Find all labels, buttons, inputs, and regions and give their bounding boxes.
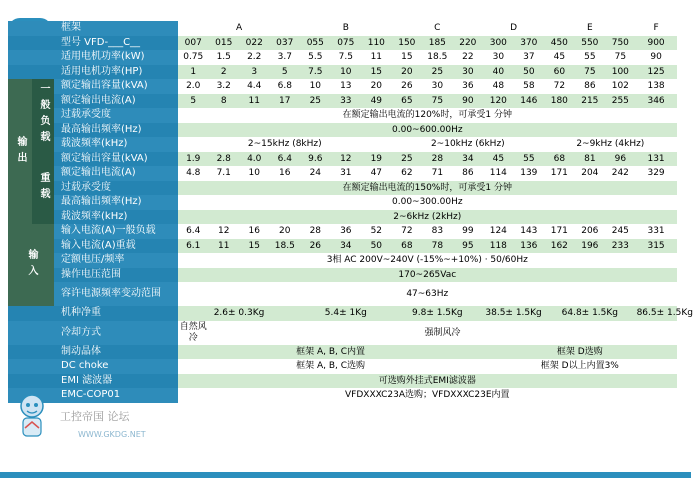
spec-cell: 6.4 [178, 224, 209, 239]
row-label: 额定输出容量(kVA) [54, 79, 178, 94]
spec-cell: 95 [453, 239, 484, 254]
spec-cell: 15 [239, 239, 270, 254]
spec-row [8, 166, 677, 181]
spec-cell: 65 [392, 94, 423, 109]
spec-cell: 120 [483, 94, 514, 109]
row-group-label: 重载 [32, 152, 54, 225]
row-group-label: 输出 [8, 79, 32, 224]
spec-cell: 3相 AC 200V~240V (-15%~+10%) · 50/60Hz [178, 253, 677, 268]
row-label: 制动晶体 [54, 345, 178, 360]
spec-row [8, 36, 677, 51]
spec-cell: 450 [544, 36, 575, 51]
spec-cell: 50 [514, 65, 545, 80]
row-label: 额定输出容量(kVA) [54, 152, 178, 167]
spec-cell: 138 [636, 79, 677, 94]
spec-row [8, 210, 677, 225]
spec-cell: 10 [239, 166, 270, 181]
spec-cell: 15 [392, 50, 423, 65]
spec-cell: 16 [239, 224, 270, 239]
spec-cell: 146 [514, 94, 545, 109]
spec-cell: 075 [331, 36, 362, 51]
spec-cell: 1 [178, 65, 209, 80]
row-label: 容许电源频率变动范围 [54, 282, 178, 306]
spec-cell: 64.8± 1.5Kg [544, 306, 636, 321]
spec-cell: 2.8 [209, 152, 240, 167]
row-label: 过载承受度 [54, 108, 178, 123]
spec-cell: 331 [636, 224, 677, 239]
spec-row [8, 282, 677, 306]
spec-cell: 7.5 [300, 65, 331, 80]
spec-row [8, 239, 677, 254]
spec-cell: 185 [422, 36, 453, 51]
spec-cell: 框架 D选购 [483, 345, 677, 360]
row-label: 机种净重 [54, 306, 178, 321]
row-label: 冷却方式 [54, 321, 178, 345]
spec-row [8, 123, 677, 138]
spec-cell: 110 [361, 36, 392, 51]
spec-cell: 强制风冷 [209, 321, 677, 345]
spec-cell: 139 [514, 166, 545, 181]
spec-cell: 20 [361, 79, 392, 94]
spec-cell: 124 [483, 224, 514, 239]
row-group-blank [8, 359, 54, 374]
spec-cell: 在额定输出电流的120%时，可承受1 分钟 [178, 108, 677, 123]
spec-cell: 17 [270, 94, 301, 109]
row-label: 适用电机功率(HP) [54, 65, 178, 80]
spec-cell: 4.8 [178, 166, 209, 181]
spec-cell: 34 [331, 239, 362, 254]
spec-cell: 196 [575, 239, 606, 254]
spec-cell: 037 [270, 36, 301, 51]
spec-cell: 233 [605, 239, 636, 254]
spec-cell: 2 [209, 65, 240, 80]
spec-cell: 50 [361, 239, 392, 254]
spec-cell: 370 [514, 36, 545, 51]
spec-cell: 28 [300, 224, 331, 239]
spec-cell: 3.2 [209, 79, 240, 94]
spec-cell: B [300, 21, 392, 36]
spec-cell: 30 [422, 79, 453, 94]
watermark-text: 工控帝国 论坛 [60, 410, 130, 423]
spec-cell: 26 [392, 79, 423, 94]
spec-cell: 125 [636, 65, 677, 80]
spec-cell: 可选购外挂式EMI滤波器 [178, 374, 677, 389]
spec-cell: 36 [453, 79, 484, 94]
spec-row [8, 306, 677, 321]
spec-cell: C [392, 21, 484, 36]
spec-cell: 47~63Hz [178, 282, 677, 306]
row-group-blank [8, 345, 54, 360]
spec-cell: 34 [453, 152, 484, 167]
spec-cell: 20 [270, 224, 301, 239]
watermark-url: WWW.GKDG.NET [78, 430, 146, 439]
spec-row [8, 79, 677, 94]
spec-cell: 022 [239, 36, 270, 51]
bottom-bar [0, 472, 691, 478]
spec-row [8, 268, 677, 283]
spec-cell: 11 [239, 94, 270, 109]
spec-cell: 255 [605, 94, 636, 109]
spec-cell: 52 [361, 224, 392, 239]
row-group-blank [8, 50, 54, 65]
row-label: 输入电流(A)重载 [54, 239, 178, 254]
spec-cell: 5 [270, 65, 301, 80]
spec-cell: 118 [483, 239, 514, 254]
spec-cell: 162 [544, 239, 575, 254]
spec-cell: 242 [605, 166, 636, 181]
spec-cell: 346 [636, 94, 677, 109]
spec-cell: 180 [544, 94, 575, 109]
spec-cell: 49 [361, 94, 392, 109]
spec-cell: 2~6kHz (2kHz) [178, 210, 677, 225]
spec-cell: 自然风冷 [179, 321, 207, 343]
spec-cell: 131 [636, 152, 677, 167]
spec-cell: 2~15kHz (8kHz) [178, 137, 392, 152]
spec-cell: 6.8 [270, 79, 301, 94]
spec-cell: 83 [422, 224, 453, 239]
spec-cell: 在额定输出电流的150%时，可承受1 分钟 [178, 181, 677, 196]
spec-cell: 75 [422, 94, 453, 109]
spec-row [8, 21, 677, 36]
row-label: 额定输出电流(A) [54, 94, 178, 109]
spec-cell: 4.4 [239, 79, 270, 94]
spec-cell: 100 [605, 65, 636, 80]
spec-cell: 16 [270, 166, 301, 181]
spec-cell: 75 [605, 50, 636, 65]
spec-cell: 550 [575, 36, 606, 51]
spec-cell: 31 [331, 166, 362, 181]
spec-cell: 框架 A, B, C选购 [178, 359, 483, 374]
row-label: 适用电机功率(kW) [54, 50, 178, 65]
spec-cell: 13 [331, 79, 362, 94]
spec-cell: 75 [575, 65, 606, 80]
row-group-blank [8, 65, 54, 80]
spec-row [8, 181, 677, 196]
spec-cell: 78 [422, 239, 453, 254]
spec-cell: F [636, 21, 677, 36]
spec-cell: 框架 D以上内置3% [483, 359, 677, 374]
spec-cell: 6.1 [178, 239, 209, 254]
row-label: 操作电压范围 [54, 268, 178, 283]
row-label: 额定输出电流(A) [54, 166, 178, 181]
spec-cell: 15 [361, 65, 392, 80]
spec-row [8, 224, 677, 239]
spec-cell: 71 [422, 166, 453, 181]
spec-cell: 6.4 [270, 152, 301, 167]
spec-cell: 329 [636, 166, 677, 181]
spec-cell: 55 [575, 50, 606, 65]
spec-cell: 26 [300, 239, 331, 254]
spec-cell: 86.5± 1.5Kg [636, 306, 677, 321]
spec-cell: 5.4± 1Kg [300, 306, 392, 321]
spec-cell: 55 [514, 152, 545, 167]
spec-cell: 2~10kHz (6kHz) [392, 137, 545, 152]
spec-cell: 11 [209, 239, 240, 254]
spec-cell: 25 [300, 94, 331, 109]
mascot-logo [14, 392, 50, 440]
spec-cell: 11 [361, 50, 392, 65]
spec-cell: 36 [331, 224, 362, 239]
spec-cell: E [544, 21, 636, 36]
spec-cell: 150 [392, 36, 423, 51]
row-label: EMC-COP01 [54, 388, 178, 403]
spec-cell: 3 [239, 65, 270, 80]
spec-cell: 框架 A, B, C内置 [178, 345, 483, 360]
spec-cell: 315 [636, 239, 677, 254]
spec-cell: 007 [178, 36, 209, 51]
spec-table [8, 21, 693, 403]
spec-cell: 18.5 [422, 50, 453, 65]
spec-cell: 9.6 [300, 152, 331, 167]
spec-cell: 45 [483, 152, 514, 167]
spec-cell: 143 [514, 224, 545, 239]
spec-cell: 25 [422, 65, 453, 80]
row-label: EMI 滤波器 [54, 374, 178, 389]
spec-cell: 055 [300, 36, 331, 51]
row-group-label: 输入 [8, 224, 54, 306]
spec-row [8, 137, 677, 152]
spec-cell: 81 [575, 152, 606, 167]
spec-cell: 015 [209, 36, 240, 51]
spec-cell: 47 [361, 166, 392, 181]
spec-cell: 220 [453, 36, 484, 51]
row-label: 输入电流(A)一般负载 [54, 224, 178, 239]
spec-cell: 300 [483, 36, 514, 51]
spec-row [8, 374, 677, 389]
spec-row [8, 388, 677, 403]
spec-cell: 114 [483, 166, 514, 181]
row-group-blank [8, 21, 54, 36]
spec-row [8, 65, 677, 80]
row-label: 载波频率(kHz) [54, 210, 178, 225]
spec-cell: 5 [178, 94, 209, 109]
row-group-blank [8, 36, 54, 51]
spec-cell: 37 [514, 50, 545, 65]
spec-cell: 215 [575, 94, 606, 109]
row-label: DC choke [54, 359, 178, 374]
spec-cell: 10 [331, 65, 362, 80]
spec-cell: 4.0 [239, 152, 270, 167]
spec-cell: 0.00~600.00Hz [178, 123, 677, 138]
spec-row [8, 345, 677, 360]
spec-cell: 30 [453, 65, 484, 80]
row-label: 最高输出频率(Hz) [54, 123, 178, 138]
row-label: 定额电压/频率 [54, 253, 178, 268]
spec-cell: 72 [544, 79, 575, 94]
spec-cell: 900 [636, 36, 677, 51]
spec-cell: 3.7 [270, 50, 301, 65]
spec-cell: 204 [575, 166, 606, 181]
row-group-label: 一般负载 [32, 79, 54, 152]
spec-row [8, 321, 677, 345]
row-group-blank [8, 321, 54, 345]
spec-cell: D [483, 21, 544, 36]
spec-row [8, 359, 677, 374]
spec-row [8, 253, 677, 268]
spec-cell: 45 [544, 50, 575, 65]
spec-cell: 20 [392, 65, 423, 80]
spec-cell: 99 [453, 224, 484, 239]
row-label: 过载承受度 [54, 181, 178, 196]
spec-cell: 136 [514, 239, 545, 254]
spec-cell: VFDXXXC23A选购；VFDXXXC23E内置 [178, 388, 677, 403]
spec-row [8, 152, 677, 167]
spec-row [8, 108, 677, 123]
spec-cell: 68 [544, 152, 575, 167]
spec-cell: 62 [392, 166, 423, 181]
spec-cell: 18.5 [270, 239, 301, 254]
row-label: 型号 VFD-___C__ [54, 36, 178, 51]
spec-cell: 9.8± 1.5Kg [392, 306, 484, 321]
spec-cell: 22 [453, 50, 484, 65]
spec-cell: 19 [361, 152, 392, 167]
spec-cell: 2~9kHz (4kHz) [544, 137, 677, 152]
spec-cell: 1.5 [209, 50, 240, 65]
spec-cell: 96 [605, 152, 636, 167]
spec-cell: 245 [605, 224, 636, 239]
spec-cell: 40 [483, 65, 514, 80]
spec-cell: 72 [392, 224, 423, 239]
spec-cell: 25 [392, 152, 423, 167]
spec-cell: 1.9 [178, 152, 209, 167]
spec-cell: 60 [544, 65, 575, 80]
spec-cell: 68 [392, 239, 423, 254]
row-label: 最高输出频率(Hz) [54, 195, 178, 210]
spec-row [8, 50, 677, 65]
row-label: 框架 [54, 21, 178, 36]
row-group-blank [8, 374, 54, 389]
spec-row [8, 195, 677, 210]
row-group-blank [8, 306, 54, 321]
spec-cell: 0.00~300.00Hz [178, 195, 677, 210]
spec-cell: 102 [605, 79, 636, 94]
spec-cell: 86 [453, 166, 484, 181]
spec-cell: 48 [483, 79, 514, 94]
spec-cell: 750 [605, 36, 636, 51]
spec-cell: 12 [331, 152, 362, 167]
spec-cell: 58 [514, 79, 545, 94]
spec-cell: 38.5± 1.5Kg [483, 306, 544, 321]
spec-cell: 171 [544, 166, 575, 181]
spec-cell: 7.1 [209, 166, 240, 181]
spec-cell: A [178, 21, 300, 36]
spec-cell: 24 [300, 166, 331, 181]
spec-cell: 2.0 [178, 79, 209, 94]
spec-cell: 170~265Vac [178, 268, 677, 283]
spec-cell: 0.75 [178, 50, 209, 65]
spec-cell: 171 [544, 224, 575, 239]
spec-cell: 10 [300, 79, 331, 94]
spec-cell: 7.5 [331, 50, 362, 65]
spec-cell: 5.5 [300, 50, 331, 65]
spec-cell: 2.6± 0.3Kg [178, 306, 300, 321]
spec-cell: 30 [483, 50, 514, 65]
spec-row [8, 94, 677, 109]
spec-cell: 90 [636, 50, 677, 65]
spec-cell: 28 [422, 152, 453, 167]
spec-cell: 33 [331, 94, 362, 109]
spec-cell: 2.2 [239, 50, 270, 65]
spec-cell: 86 [575, 79, 606, 94]
spec-cell: 12 [209, 224, 240, 239]
spec-cell: 206 [575, 224, 606, 239]
spec-cell: 90 [453, 94, 484, 109]
spec-cell: 8 [209, 94, 240, 109]
row-label: 载波频率(kHz) [54, 137, 178, 152]
